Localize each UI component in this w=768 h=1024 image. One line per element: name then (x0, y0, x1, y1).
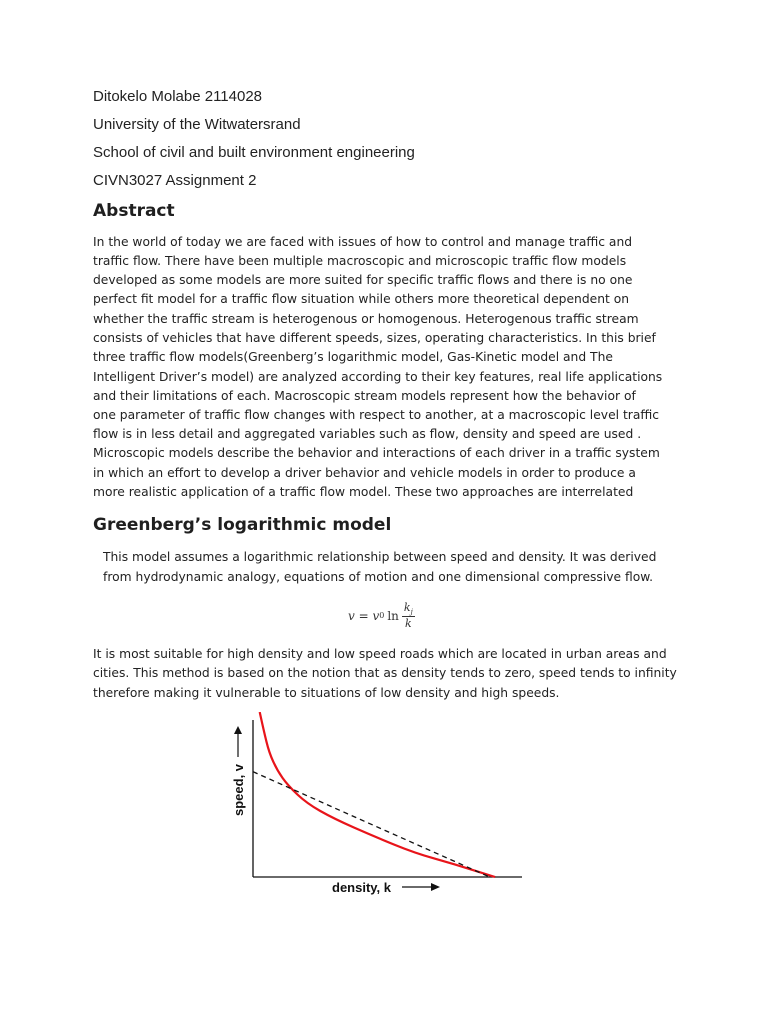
abstract-line: three traffic flow models(Greenberg’s logarithmic model, Gas-Kinetic model and The (93, 350, 613, 364)
abstract-line: and their limitations of each. Macroscopic stream models represent how the behavior of (93, 389, 636, 403)
x-axis-arrowhead (431, 883, 440, 891)
abstract-line: Intelligent Driver’s model) are analyzed according to their key features, real life applications (93, 370, 663, 384)
abstract-line: consists of vehicles that have different speeds, sizes, operating characteristics. In this brief (93, 331, 656, 345)
greenberg-equation (348, 601, 415, 630)
author-line: Ditokelo Molabe 2114028 (93, 88, 263, 105)
course-line: CIVN3027 Assignment 2 (93, 172, 257, 189)
equation-denominator: k (405, 617, 412, 631)
speed-density-chart (225, 712, 530, 902)
y-axis-label: speed, v (231, 763, 246, 816)
x-axis-label: density, k (332, 880, 392, 895)
abstract-line: traffic flow. There have been multiple macroscopic and microscopic traffic flow models (93, 254, 627, 268)
greenberg-intro-line: from hydrodynamic analogy, equations of motion and one dimensional compressive flow. (103, 570, 654, 584)
greenberg-intro-line: This model assumes a logarithmic relationship between speed and density. It was derived (103, 550, 657, 564)
equation-lhs: v = v (348, 608, 380, 623)
abstract-line: developed as some models are more suited for specific traffic flows and there is no one (93, 273, 633, 287)
abstract-line: one parameter of traffic flow changes with respect to another, at a macroscopic level traffic (93, 408, 660, 422)
series-line-greenberg-curve (260, 712, 495, 877)
equation-subscript: 0 (379, 611, 385, 621)
abstract-line: Microscopic models describe the behavior and interactions of each driver in a traffic system (93, 446, 660, 460)
abstract-line: perfect fit model for a traffic flow situation while others more theoretical dependent on (93, 292, 630, 306)
y-axis-arrowhead (234, 726, 242, 734)
equation-numerator: $k_j$ (403, 601, 413, 617)
abstract-line: whether the traffic stream is heterogenous or homogenous. Heterogenous traffic stream (93, 312, 639, 326)
equation-fraction (402, 601, 415, 630)
abstract-heading: Abstract (93, 201, 175, 221)
abstract-line: In the world of today we are faced with issues of how to control and manage traffic and (93, 235, 633, 249)
greenberg-body-line: cities. This method is based on the notion that as density tends to zero, speed tends to infinity (93, 666, 677, 680)
abstract-line: more realistic application of a traffic flow model. These two approaches are interrelated (93, 485, 634, 499)
series-line-linear-approximation (253, 772, 490, 877)
greenberg-body-line: It is most suitable for high density and low speed roads which are located in urban areas and (93, 647, 667, 661)
greenberg-body-line: therefore making it vulnerable to situations of low density and high speeds. (93, 686, 560, 700)
greenberg-heading: Greenberg’s logarithmic model (93, 515, 392, 535)
speed-density-chart-svg (225, 712, 530, 902)
abstract-line: flow is in less detail and aggregated variables such as flow, density and speed are used . (93, 427, 642, 441)
school-line: School of civil and built environment engineering (93, 144, 415, 161)
equation-ln: ln (387, 608, 399, 623)
abstract-line: in which an effort to develop a driver behavior and vehicle models in order to produce a (93, 466, 636, 480)
university-line: University of the Witwatersrand (93, 116, 301, 133)
